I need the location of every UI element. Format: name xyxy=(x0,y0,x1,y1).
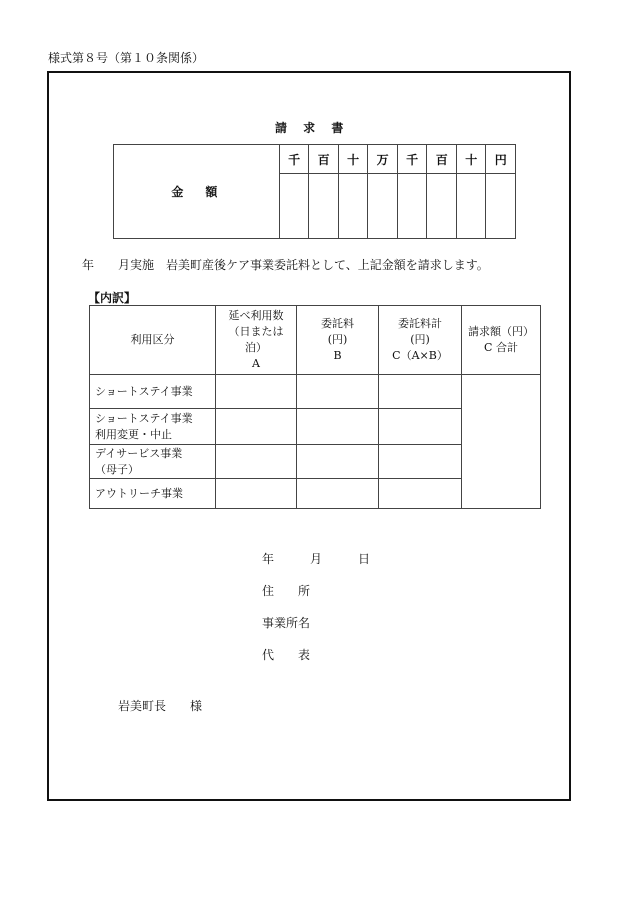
category-cell xyxy=(90,409,216,445)
unit-hundred: 百 xyxy=(427,145,457,174)
header-total-line: C 合計 xyxy=(484,341,518,354)
category-cell xyxy=(90,445,216,479)
form-number: 様式第８号（第１０条関係） xyxy=(48,51,205,65)
category-label: ショートステイ事業 xyxy=(95,411,193,425)
digit-cell[interactable] xyxy=(427,174,457,239)
unit-ten-man: 十 xyxy=(338,145,368,174)
header-category: 利用区分 xyxy=(90,306,216,375)
category-sublabel: （母子） xyxy=(95,462,139,476)
header-usage-count xyxy=(216,306,297,375)
unit-thousand-man: 千 xyxy=(279,145,309,174)
fee-cell[interactable] xyxy=(297,479,379,509)
digit-cell[interactable] xyxy=(456,174,486,239)
header-subtotal-line: C（A×B） xyxy=(392,349,448,362)
digit-cell[interactable] xyxy=(338,174,368,239)
header-subtotal-line: 委託料計 xyxy=(398,317,442,330)
document-title: 請 求 書 xyxy=(275,121,350,135)
fee-cell[interactable] xyxy=(297,409,379,445)
header-total-line: 請求額（円） xyxy=(468,325,534,338)
header-fee-line: 委託料 xyxy=(321,317,354,330)
fee-cell[interactable] xyxy=(297,375,379,409)
category-label: デイサービス事業 xyxy=(95,446,183,460)
header-fee-line: (円) xyxy=(327,333,348,346)
unit-thousand: 千 xyxy=(397,145,427,174)
category-sublabel: 利用変更・中止 xyxy=(95,427,172,441)
header-usage-count-line: 延べ利用数 xyxy=(228,309,284,322)
digit-cell[interactable] xyxy=(368,174,398,239)
header-fee-line: B xyxy=(333,349,342,362)
header-total xyxy=(462,306,541,375)
usage-count-cell[interactable] xyxy=(216,409,297,445)
fee-cell[interactable] xyxy=(297,445,379,479)
addressee: 岩美町長 様 xyxy=(118,699,203,713)
request-statement: 年 月実施 岩美町産後ケア事業委託料として、上記金額を請求します。 xyxy=(82,258,489,272)
unit-ten: 十 xyxy=(456,145,486,174)
header-usage-count-line: A xyxy=(252,357,260,370)
breakdown-heading: 【内訳】 xyxy=(88,291,137,305)
category-label: アウトリーチ事業 xyxy=(95,486,183,500)
category-cell xyxy=(90,479,216,509)
amount-label: 金額 xyxy=(114,145,280,239)
unit-man: 万 xyxy=(368,145,398,174)
usage-count-cell[interactable] xyxy=(216,375,297,409)
breakdown-table xyxy=(89,305,541,509)
representative-line: 代 表 xyxy=(262,648,311,662)
usage-count-cell[interactable] xyxy=(216,479,297,509)
digit-cell[interactable] xyxy=(309,174,339,239)
header-subtotal-line: (円) xyxy=(410,333,430,346)
subtotal-cell[interactable] xyxy=(379,445,462,479)
unit-hundred-man: 百 xyxy=(309,145,339,174)
unit-yen: 円 xyxy=(486,145,516,174)
digit-cell[interactable] xyxy=(397,174,427,239)
header-usage-count-line: 泊） xyxy=(245,341,267,354)
usage-count-cell[interactable] xyxy=(216,445,297,479)
amount-table xyxy=(113,144,516,239)
category-cell xyxy=(90,375,216,409)
subtotal-cell[interactable] xyxy=(379,409,462,445)
subtotal-cell[interactable] xyxy=(379,479,462,509)
office-name-line: 事業所名 xyxy=(262,616,311,630)
date-line: 年 月 日 xyxy=(262,552,371,566)
header-subtotal xyxy=(379,306,462,375)
header-fee xyxy=(297,306,379,375)
subtotal-cell[interactable] xyxy=(379,375,462,409)
header-usage-count-line: （日または xyxy=(228,325,284,338)
digit-cell[interactable] xyxy=(486,174,516,239)
total-cell[interactable] xyxy=(462,375,541,509)
category-label: ショートステイ事業 xyxy=(95,384,193,398)
table-row xyxy=(90,375,541,409)
digit-cell[interactable] xyxy=(279,174,309,239)
address-line: 住 所 xyxy=(262,584,311,598)
